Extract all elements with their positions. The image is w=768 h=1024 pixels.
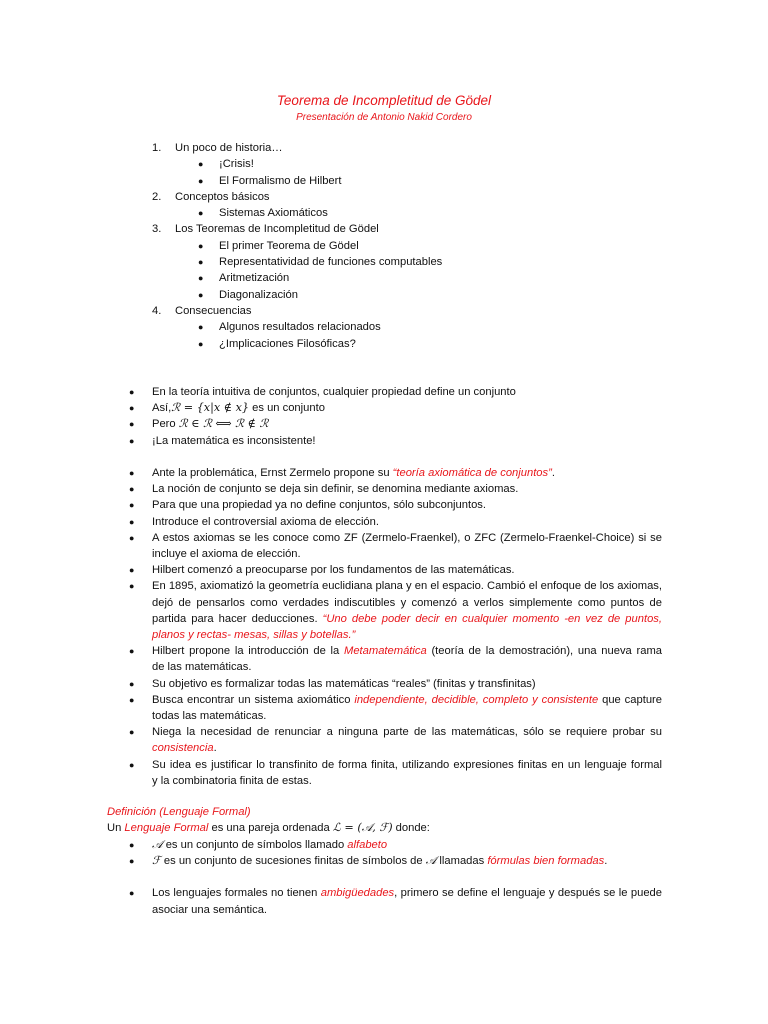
list-item-text: Su idea es justificar lo transfinito de forma finita, utilizando expresiones finitas en un lenguaje formal — [152, 758, 662, 771]
list-item-text: es un conjunto de sucesiones finitas de símbolos de — [160, 855, 426, 868]
list-item-text: La noción de conjunto se deja sin definir, se denomina mediante axiomas. — [152, 483, 519, 496]
toc-subitem — [0, 270, 768, 286]
toc-sublabel: El primer Teorema de Gödel — [219, 239, 359, 252]
list-item-text: es un conjunto — [249, 402, 325, 415]
toc-number: 4. — [152, 304, 162, 317]
document-subtitle: Presentación de Antonio Nakid Cordero — [296, 112, 472, 123]
list-item-text: Así, — [152, 402, 172, 415]
list-item — [0, 643, 662, 675]
bullet-icon: ● — [129, 387, 135, 397]
list-item-text: , primero se define el lenguaje y después se le puede — [394, 887, 662, 900]
list-item-text: Busca encontrar un sistema axiomático — [152, 693, 355, 706]
bullet-icon: ● — [129, 856, 135, 867]
toc-sublabel: Algunos resultados relacionados — [219, 321, 381, 334]
toc-label: Conceptos básicos — [175, 190, 270, 203]
toc-subitem — [0, 173, 768, 189]
quote-text: planos y rectas- mesas, sillas y botellas.” — [152, 629, 356, 642]
list-item-text: incluye el axioma de elección. — [152, 548, 301, 561]
list-item — [0, 384, 662, 400]
toc-subitem — [0, 156, 768, 172]
highlighted-text: consistencia — [152, 742, 214, 755]
list-item — [0, 514, 662, 530]
definition-text: donde: — [392, 822, 430, 835]
toc-subitem — [0, 287, 768, 303]
table-of-contents — [0, 140, 768, 352]
toc-label: Un poco de historia… — [175, 142, 283, 154]
toc-number: 1. — [152, 142, 162, 154]
list-item-text: Hilbert propone la introducción de la — [152, 645, 345, 658]
toc-item — [0, 221, 768, 237]
list-item — [0, 416, 662, 432]
list-item — [0, 676, 662, 692]
math-expression: ℛ ∈ ℛ ⟺ ℛ ∉ ℛ — [178, 417, 269, 431]
list-item — [0, 400, 662, 416]
list-item-text: . — [213, 742, 217, 755]
bullet-icon: ● — [129, 581, 135, 592]
toc-sublabel: ¿Implicaciones Filosóficas? — [219, 337, 356, 350]
definition-text: Un — [107, 822, 125, 835]
list-item-text: . — [551, 467, 555, 479]
list-item-text: Pero — [152, 418, 179, 431]
highlighted-text: Metamatemática — [344, 645, 427, 658]
toc-number: 3. — [152, 223, 162, 236]
list-item-text: partida para hacer deducciones. — [152, 612, 323, 625]
toc-item — [0, 303, 768, 319]
list-item — [0, 465, 662, 481]
toc-sublabel: Sistemas Axiomáticos — [219, 207, 328, 220]
bullet-icon: ● — [198, 208, 204, 219]
bullet-icon: ● — [129, 419, 135, 430]
highlighted-text: Lenguaje Formal — [124, 822, 209, 835]
highlighted-text: independiente, decidible, completo y consistente — [354, 693, 599, 706]
list-item — [0, 757, 662, 789]
bullet-icon: ● — [129, 468, 135, 478]
list-item-line — [152, 643, 662, 659]
toc-sublabel: Representatividad de funciones computables — [219, 256, 443, 269]
bullet-icon: ● — [129, 500, 135, 511]
bullet-icon: ● — [198, 273, 204, 284]
math-expression: ℱ — [152, 854, 161, 868]
list-item — [0, 562, 662, 578]
list-item-text: Hilbert comenzó a preocuparse por los fundamentos de las matemáticas. — [152, 564, 515, 577]
bullet-icon: ● — [129, 727, 135, 738]
list-item-text: Ante la problemática, Ernst Zermelo propone su — [152, 467, 393, 479]
definition-heading: Definición (Lenguaje Formal) — [107, 806, 251, 818]
toc-subitem — [0, 319, 768, 335]
list-item — [0, 885, 662, 917]
list-item-text: A estos axiomas se les conoce como ZF (Zermelo-Fraenkel), o ZFC (Zermelo-Fraenkel-Choice) si se — [152, 531, 662, 544]
bullet-icon: ● — [129, 565, 135, 576]
toc-subitem — [0, 336, 768, 352]
bullet-icon: ● — [198, 175, 204, 186]
list-item-text: Los lenguajes formales no tienen — [152, 887, 321, 900]
list-item-text: de las matemáticas. — [152, 661, 252, 674]
toc-sublabel: El Formalismo de Hilbert — [219, 174, 342, 187]
highlighted-text: ambigüedades — [320, 887, 395, 900]
list-item-text: ¡La matemática es inconsistente! — [152, 434, 316, 447]
bullet-icon: ● — [129, 403, 135, 414]
list-item-text: Introduce el controversial axioma de elección. — [152, 515, 379, 528]
toc-item — [0, 140, 768, 156]
toc-subitem — [0, 238, 768, 254]
math-expression: 𝒜 — [425, 854, 437, 868]
toc-sublabel: Diagonalización — [219, 288, 298, 301]
definition-text: es una pareja ordenada — [208, 822, 333, 835]
list-item-text: asociar una semántica. — [152, 903, 268, 916]
list-item — [0, 481, 662, 497]
list-item-text: es un conjunto de símbolos llamado — [162, 839, 348, 851]
bullet-icon: ● — [198, 257, 204, 268]
list-item — [0, 724, 662, 756]
list-item-text: Para que una propiedad ya no define conjuntos, sólo subconjuntos. — [152, 499, 487, 512]
toc-sublabel: ¡Crisis! — [219, 158, 254, 171]
list-item-line — [152, 611, 662, 627]
list-item-line — [152, 692, 662, 708]
list-item-text: dejó de pensarlos como verdades indiscutibles y comenzó a verlos simplemente como puntos de — [152, 596, 662, 609]
list-item-text: Niega la necesidad de renunciar a ninguna parte de las matemáticas, sólo se requiere probar su — [152, 726, 662, 739]
spacer — [0, 869, 768, 885]
list-item-text: todas las matemáticas. — [152, 710, 267, 723]
bullet-icon: ● — [129, 516, 135, 527]
highlighted-text: “teoría axiomática de conjuntos” — [392, 467, 552, 479]
definition-section — [107, 804, 667, 836]
list-item-text: . — [604, 855, 608, 868]
list-item-text: En 1895, axiomatizó la geometría euclidiana plana y en el espacio. Cambió el enfoque de los axiomas, — [152, 580, 662, 593]
bullet-icon: ● — [129, 759, 135, 770]
toc-number: 2. — [152, 190, 162, 203]
list-item — [0, 433, 662, 449]
list-item-text: llamadas — [436, 855, 488, 868]
bullet-list-intuitive-sets — [0, 384, 768, 449]
list-item — [0, 497, 662, 513]
list-item — [0, 853, 662, 869]
toc-label: Consecuencias — [175, 304, 252, 317]
list-item-text: y la combinatoria finita de estas. — [152, 774, 312, 787]
bullet-icon: ● — [198, 159, 204, 170]
document-title: Teorema de Incompletitud de Gödel — [276, 93, 492, 108]
toc-subitem — [0, 205, 768, 221]
math-expression: 𝒜 — [152, 838, 163, 851]
bullet-icon: ● — [198, 338, 204, 349]
math-expression: ℛ = {x|x ∉ x} — [171, 401, 250, 415]
list-item-text: Su objetivo es formalizar todas las matemáticas “reales” (finitas y transfinitas) — [152, 677, 536, 690]
toc-label: Los Teoremas de Incompletitud de Gödel — [175, 223, 379, 236]
highlighted-text: alfabeto — [347, 839, 388, 851]
bullet-icon: ● — [198, 289, 204, 300]
bullet-list-hilbert — [0, 465, 768, 789]
list-item-text: En la teoría intuitiva de conjuntos, cualquier propiedad define un conjunto — [152, 386, 516, 398]
toc-subitem — [0, 254, 768, 270]
list-item — [0, 578, 662, 643]
list-item-text: que capture — [598, 693, 662, 706]
bullet-icon: ● — [198, 322, 204, 333]
bullet-icon: ● — [129, 888, 135, 899]
list-item — [0, 692, 662, 724]
bullet-icon: ● — [198, 240, 204, 251]
toc-item — [0, 189, 768, 205]
list-item-line — [152, 885, 662, 901]
toc-sublabel: Aritmetización — [219, 272, 290, 285]
math-expression: ℒ = (𝒜, ℱ) — [332, 821, 393, 835]
bullet-icon: ● — [129, 840, 135, 850]
quote-text: “Uno debe poder decir en cualquier momento -en vez de puntos, — [322, 612, 662, 625]
bullet-list-definition — [0, 837, 768, 918]
bullet-icon: ● — [129, 694, 135, 705]
bullet-icon: ● — [129, 435, 135, 446]
bullet-icon: ● — [129, 646, 135, 657]
definition-statement — [107, 820, 667, 836]
bullet-icon: ● — [129, 484, 135, 495]
list-item — [0, 530, 662, 562]
list-item-text: (teoría de la demostración), una nueva rama — [426, 645, 663, 658]
list-item — [0, 837, 662, 853]
highlighted-text: fórmulas bien formadas — [487, 855, 605, 868]
list-item-line — [152, 740, 662, 756]
bullet-icon: ● — [129, 532, 135, 543]
bullet-icon: ● — [129, 678, 135, 689]
